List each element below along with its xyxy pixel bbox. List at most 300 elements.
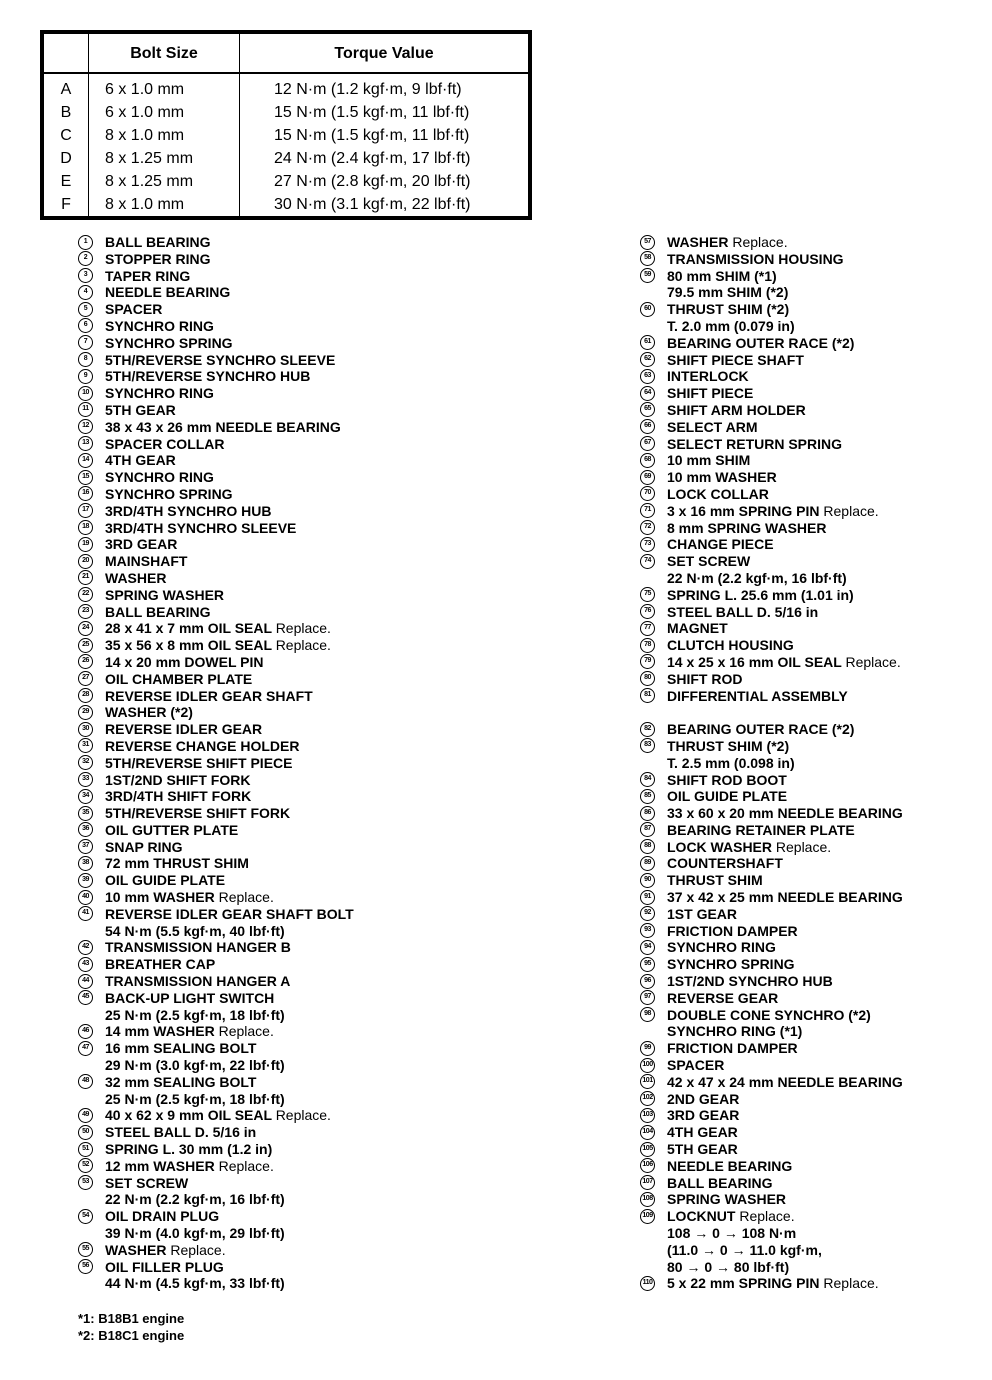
part-name — [667, 553, 847, 570]
part-number-circle: 48 — [78, 1074, 93, 1089]
part-name — [105, 822, 238, 839]
part-item — [78, 604, 498, 621]
part-name — [105, 990, 285, 1007]
part-text — [105, 654, 263, 671]
part-item — [640, 956, 990, 973]
part-number-circle: 31 — [78, 738, 93, 753]
part-number-circle: 69 — [640, 470, 655, 485]
part-line-text: 1ST GEAR — [667, 905, 738, 922]
part-number-circle: 26 — [78, 654, 93, 669]
part-text — [667, 268, 788, 302]
part-text — [105, 1124, 256, 1141]
part-line-text: SHIFT ROD — [667, 670, 743, 687]
part-item — [640, 402, 990, 419]
part-item — [640, 251, 990, 268]
part-text — [667, 906, 737, 923]
part-line-text: 42 x 47 x 24 mm NEEDLE BEARING — [667, 1073, 903, 1090]
torque-row — [42, 147, 530, 170]
part-line-text: SPRING WASHER — [105, 586, 225, 603]
part-number-circle: 19 — [78, 537, 93, 552]
part-number-circle: 91 — [640, 890, 655, 905]
part-text — [667, 620, 728, 637]
part-name — [667, 301, 795, 318]
part-text — [667, 1124, 738, 1141]
part-name — [105, 637, 331, 654]
part-line-text: SYNCHRO RING — [105, 317, 214, 334]
part-number-circle: 5 — [78, 302, 93, 317]
part-line-text: TAPER RING — [105, 267, 191, 284]
part-line-text: SPACER — [105, 301, 163, 318]
part-number-circle: 88 — [640, 839, 655, 854]
part-name — [105, 1023, 274, 1040]
part-line-text: CLUTCH HOUSING — [667, 637, 794, 654]
part-number-circle: 81 — [640, 688, 655, 703]
header-key — [42, 32, 89, 73]
part-spec — [667, 755, 795, 772]
part-line-text: T. 2.0 mm (0.079 in) — [667, 317, 795, 334]
part-item — [78, 469, 498, 486]
part-number-circle: 22 — [78, 587, 93, 602]
part-text — [105, 335, 233, 352]
part-number-circle: 93 — [640, 923, 655, 938]
part-text — [667, 503, 879, 520]
part-text — [105, 587, 224, 604]
part-item — [78, 234, 498, 251]
part-spec: (11.0 → 0 → 11.0 kgf·m, — [667, 1241, 822, 1258]
part-name — [667, 889, 903, 906]
part-line-text: 40 x 62 x 9 mm OIL SEAL — [105, 1107, 272, 1124]
part-name — [667, 973, 833, 990]
part-item — [640, 973, 990, 990]
part-line-text: SHIFT ROD BOOT — [667, 771, 787, 788]
part-line-text: COUNTERSHAFT — [667, 855, 783, 872]
part-number-circle: 61 — [640, 335, 655, 350]
part-text — [667, 1074, 903, 1091]
part-line-text: 79.5 mm SHIM (*2) — [667, 284, 789, 301]
part-line-text: CHANGE PIECE — [667, 536, 774, 553]
part-item — [640, 335, 990, 352]
part-name — [667, 1158, 792, 1175]
row-bolt-size: 8 x 1.25 mm — [89, 147, 240, 170]
part-line-text: REVERSE IDLER GEAR — [105, 721, 263, 738]
part-line-text: 22 N·m (2.2 kgf·m, 16 lbf·ft) — [105, 1191, 285, 1208]
part-text — [105, 268, 190, 285]
part-number-circle: 38 — [78, 856, 93, 871]
part-text — [105, 368, 310, 385]
part-line-text: 5TH/REVERSE SYNCHRO SLEEVE — [105, 351, 336, 368]
part-number-circle: 59 — [640, 268, 655, 283]
part-line-text: OIL FILLER PLUG — [105, 1258, 224, 1275]
part-text — [105, 486, 233, 503]
part-item — [640, 671, 990, 688]
part-line-text: 44 N·m (4.5 kgf·m, 33 lbf·ft) — [105, 1275, 285, 1292]
part-text — [667, 587, 854, 604]
part-number-circle: 94 — [640, 940, 655, 955]
part-item — [640, 1275, 990, 1292]
part-name — [105, 805, 290, 822]
part-number-circle: 27 — [78, 671, 93, 686]
part-name — [667, 234, 788, 251]
part-line-text: SET SCREW — [105, 1174, 189, 1191]
row-key: C — [42, 124, 89, 147]
part-number-circle: 100 — [640, 1058, 655, 1073]
part-name — [105, 301, 162, 318]
replace-note: Replace. — [775, 838, 832, 855]
torque-table-header — [42, 32, 530, 73]
part-name — [105, 486, 233, 503]
part-line-text: 4TH GEAR — [667, 1124, 738, 1141]
part-spec — [667, 318, 795, 335]
part-item — [78, 436, 498, 453]
part-number-circle: 40 — [78, 890, 93, 905]
part-text — [667, 855, 783, 872]
part-line-text: 54 N·m (5.5 kgf·m, 40 lbf·ft) — [105, 922, 285, 939]
part-text — [667, 671, 742, 688]
part-name — [105, 721, 262, 738]
part-name — [667, 839, 831, 856]
part-line-text: THRUST SHIM (*2) — [667, 301, 790, 318]
part-line-text: REVERSE IDLER GEAR SHAFT — [105, 687, 313, 704]
part-item — [78, 1208, 498, 1242]
parts-list-right — [640, 234, 990, 1292]
part-line-text: SHIFT PIECE SHAFT — [667, 351, 804, 368]
part-text — [667, 1057, 724, 1074]
part-number-circle: 82 — [640, 722, 655, 737]
part-item — [640, 1040, 990, 1057]
part-name — [667, 923, 798, 940]
part-text — [667, 939, 776, 956]
part-line-text: SELECT ARM — [667, 418, 758, 435]
parts-list-left — [78, 234, 498, 1292]
part-line-text: SPACER COLLAR — [105, 435, 225, 452]
part-item — [78, 721, 498, 738]
part-text — [105, 939, 291, 956]
part-item — [78, 788, 498, 805]
part-item — [640, 990, 990, 1007]
part-name — [667, 906, 737, 923]
part-number-circle: 83 — [640, 738, 655, 753]
part-text — [667, 234, 788, 251]
part-number-circle: 32 — [78, 755, 93, 770]
part-number-circle: 46 — [78, 1024, 93, 1039]
part-name — [667, 788, 787, 805]
part-name — [667, 990, 778, 1007]
part-text — [667, 772, 787, 789]
part-name — [105, 855, 249, 872]
part-name — [667, 268, 788, 285]
part-line-text: SET SCREW — [667, 553, 751, 570]
part-line-text: OIL GUTTER PLATE — [105, 821, 239, 838]
part-number-circle: 47 — [78, 1041, 93, 1056]
part-line-text: 29 N·m (3.0 kgf·m, 22 lbf·ft) — [105, 1057, 285, 1074]
part-item — [78, 654, 498, 671]
part-name — [105, 889, 274, 906]
part-number-circle: 89 — [640, 856, 655, 871]
part-number-circle: 78 — [640, 638, 655, 653]
part-number-circle: 24 — [78, 621, 93, 636]
part-item — [640, 385, 990, 402]
footnote: *2: B18C1 engine — [78, 1327, 185, 1343]
part-line-text: REVERSE IDLER GEAR SHAFT BOLT — [105, 905, 354, 922]
part-line-text: 3RD/4TH SYNCHRO HUB — [105, 502, 272, 519]
part-item — [78, 637, 498, 654]
part-item — [640, 939, 990, 956]
header-bolt-size: Bolt Size — [89, 32, 240, 73]
part-text — [667, 1107, 739, 1124]
part-item — [640, 1091, 990, 1108]
row-bolt-size: 6 x 1.0 mm — [89, 101, 240, 124]
part-item — [640, 1141, 990, 1158]
part-number-circle: 18 — [78, 520, 93, 535]
part-item — [78, 772, 498, 789]
part-name — [667, 436, 842, 453]
part-text — [667, 889, 903, 906]
part-line-text: T. 2.5 mm (0.098 in) — [667, 754, 795, 771]
part-text — [667, 822, 855, 839]
part-item — [78, 553, 498, 570]
part-name — [105, 352, 335, 369]
part-text — [105, 1208, 285, 1242]
part-item — [78, 822, 498, 839]
part-text — [667, 1091, 739, 1108]
part-item — [78, 335, 498, 352]
part-text — [105, 1023, 274, 1040]
part-item — [78, 402, 498, 419]
part-number-circle: 55 — [78, 1242, 93, 1257]
part-text — [105, 1175, 285, 1209]
part-line-text: 5TH GEAR — [667, 1141, 738, 1158]
part-line-text: 80 mm SHIM (*1) — [667, 267, 777, 284]
part-line-text: WASHER — [105, 569, 167, 586]
part-text — [667, 335, 854, 352]
row-bolt-size: 6 x 1.0 mm — [89, 73, 240, 101]
part-name — [105, 1175, 285, 1192]
part-item — [640, 889, 990, 906]
part-line-text: BALL BEARING — [105, 234, 211, 250]
part-name — [667, 1191, 786, 1208]
part-text — [105, 1242, 226, 1259]
part-item — [78, 1175, 498, 1209]
part-item — [78, 1158, 498, 1175]
part-number-circle: 15 — [78, 470, 93, 485]
header-torque-value: Torque Value — [240, 32, 531, 73]
part-line-text: LOCK WASHER — [667, 838, 772, 855]
part-text — [105, 604, 211, 621]
torque-table — [40, 30, 532, 220]
part-name — [105, 335, 233, 352]
part-number-circle: 98 — [640, 1007, 655, 1022]
part-text — [105, 637, 331, 654]
part-name — [667, 251, 844, 268]
part-number-circle: 30 — [78, 722, 93, 737]
part-name — [667, 385, 753, 402]
part-line-text: 35 x 56 x 8 mm OIL SEAL — [105, 637, 272, 654]
part-text — [105, 805, 290, 822]
part-line-text: OIL GUIDE PLATE — [667, 788, 788, 805]
part-spec: 80 → 0 → 80 lbf·ft) — [667, 1258, 790, 1275]
part-text — [667, 1208, 822, 1275]
part-line-text: WASHER — [105, 1241, 167, 1258]
part-item — [78, 520, 498, 537]
part-number-circle: 37 — [78, 839, 93, 854]
part-item — [78, 805, 498, 822]
part-number-circle: 71 — [640, 503, 655, 518]
part-item — [78, 738, 498, 755]
part-item — [78, 973, 498, 990]
part-line-text: OIL GUIDE PLATE — [105, 872, 226, 889]
part-line-text: SPRING WASHER — [667, 1191, 787, 1208]
part-line-text: SYNCHRO RING — [667, 939, 776, 956]
part-text — [105, 419, 341, 436]
part-number-circle: 72 — [640, 520, 655, 535]
part-line-text: 33 x 60 x 20 mm NEEDLE BEARING — [667, 805, 903, 822]
part-text — [105, 973, 290, 990]
part-item — [640, 772, 990, 789]
part-name — [667, 637, 794, 654]
part-line-text: 5TH/REVERSE SHIFT PIECE — [105, 754, 293, 771]
part-item — [78, 570, 498, 587]
part-line-text: STEEL BALL D. 5/16 in — [667, 603, 819, 620]
row-torque-value: 24 N·m (2.4 kgf·m, 17 lbf·ft) — [274, 150, 471, 167]
part-item — [640, 587, 990, 604]
part-name — [105, 385, 214, 402]
part-name — [105, 419, 341, 436]
part-text — [667, 1275, 879, 1292]
part-spec — [105, 1191, 285, 1208]
part-line-text: WASHER — [667, 234, 729, 250]
part-line-text: 5TH/REVERSE SYNCHRO HUB — [105, 368, 311, 385]
part-number-circle: 36 — [78, 822, 93, 837]
part-line-text: SYNCHRO RING — [105, 469, 214, 486]
part-number-circle: 74 — [640, 554, 655, 569]
part-text — [667, 839, 831, 856]
part-item — [640, 805, 990, 822]
part-number-circle: 62 — [640, 352, 655, 367]
part-line-text: BACK-UP LIGHT SWITCH — [105, 989, 275, 1006]
part-name — [105, 671, 252, 688]
part-name — [667, 604, 818, 621]
torque-row — [42, 73, 530, 101]
part-number-circle: 33 — [78, 772, 93, 787]
part-name — [105, 1040, 285, 1057]
part-text — [667, 788, 787, 805]
part-item — [640, 788, 990, 805]
part-name — [667, 939, 776, 956]
part-number-circle: 9 — [78, 369, 93, 384]
part-number-circle: 10 — [78, 386, 93, 401]
part-item — [78, 268, 498, 285]
part-item — [640, 1158, 990, 1175]
replace-note: Replace. — [823, 1275, 879, 1292]
part-number-circle: 85 — [640, 789, 655, 804]
part-line-text: 1ST/2ND SYNCHRO HUB — [667, 973, 833, 990]
part-item — [640, 536, 990, 553]
part-name — [105, 1259, 285, 1276]
part-item — [78, 301, 498, 318]
part-name — [105, 520, 296, 537]
part-text — [105, 452, 176, 469]
part-text — [667, 738, 795, 772]
part-name — [667, 1124, 738, 1141]
part-name — [105, 436, 225, 453]
part-line-text: BALL BEARING — [105, 603, 211, 620]
row-torque-value: 15 N·m (1.5 kgf·m, 11 lbf·ft) — [274, 127, 470, 144]
part-text — [105, 620, 331, 637]
part-item — [640, 1107, 990, 1124]
part-name — [667, 335, 854, 352]
part-text — [105, 352, 335, 369]
part-item — [78, 889, 498, 906]
part-name — [667, 772, 787, 789]
torque-table-body — [42, 73, 530, 218]
part-number-circle: 1 — [78, 235, 93, 250]
part-number-circle: 34 — [78, 789, 93, 804]
part-name — [105, 1107, 331, 1124]
part-item — [640, 1208, 990, 1275]
part-number-circle: 101 — [640, 1074, 655, 1089]
part-number-circle: 21 — [78, 570, 93, 585]
part-item — [640, 654, 990, 671]
part-line-text: TRANSMISSION HANGER B — [105, 939, 291, 956]
part-name — [105, 587, 224, 604]
part-name — [667, 352, 804, 369]
part-name — [667, 654, 901, 671]
part-text — [105, 1107, 331, 1124]
part-text — [667, 436, 842, 453]
footnotes — [78, 1311, 184, 1345]
part-line-text: 14 x 25 x 16 mm OIL SEAL — [667, 653, 842, 670]
part-item — [640, 520, 990, 537]
part-number-circle: 70 — [640, 486, 655, 501]
part-text — [667, 536, 774, 553]
part-text — [105, 839, 183, 856]
part-name — [105, 402, 176, 419]
part-number-circle: 96 — [640, 974, 655, 989]
part-item — [640, 1124, 990, 1141]
part-name — [105, 704, 193, 721]
part-line-text: 3RD/4TH SHIFT FORK — [105, 788, 252, 805]
part-number-circle: 11 — [78, 402, 93, 417]
part-number-circle: 51 — [78, 1142, 93, 1157]
replace-note: Replace. — [275, 620, 331, 637]
part-spec — [667, 1023, 871, 1040]
part-text — [105, 772, 250, 789]
part-name — [667, 536, 774, 553]
part-spec — [105, 1275, 285, 1292]
part-item — [640, 553, 990, 587]
part-item — [78, 956, 498, 973]
part-name — [667, 452, 750, 469]
part-text — [105, 889, 274, 906]
part-spec — [105, 1007, 285, 1024]
part-name — [667, 855, 783, 872]
row-key: F — [42, 193, 89, 218]
part-item — [78, 688, 498, 705]
part-name — [105, 1124, 256, 1141]
part-line-text: BEARING RETAINER PLATE — [667, 821, 855, 838]
part-text — [667, 402, 806, 419]
part-number-circle: 99 — [640, 1041, 655, 1056]
part-item — [78, 1141, 498, 1158]
part-text — [105, 284, 230, 301]
part-name — [667, 486, 769, 503]
part-name — [105, 234, 211, 251]
replace-note: Replace. — [218, 1023, 274, 1040]
part-spec — [105, 923, 354, 940]
part-number-circle: 73 — [640, 537, 655, 552]
part-number-circle: 25 — [78, 638, 93, 653]
torque-row — [42, 193, 530, 218]
